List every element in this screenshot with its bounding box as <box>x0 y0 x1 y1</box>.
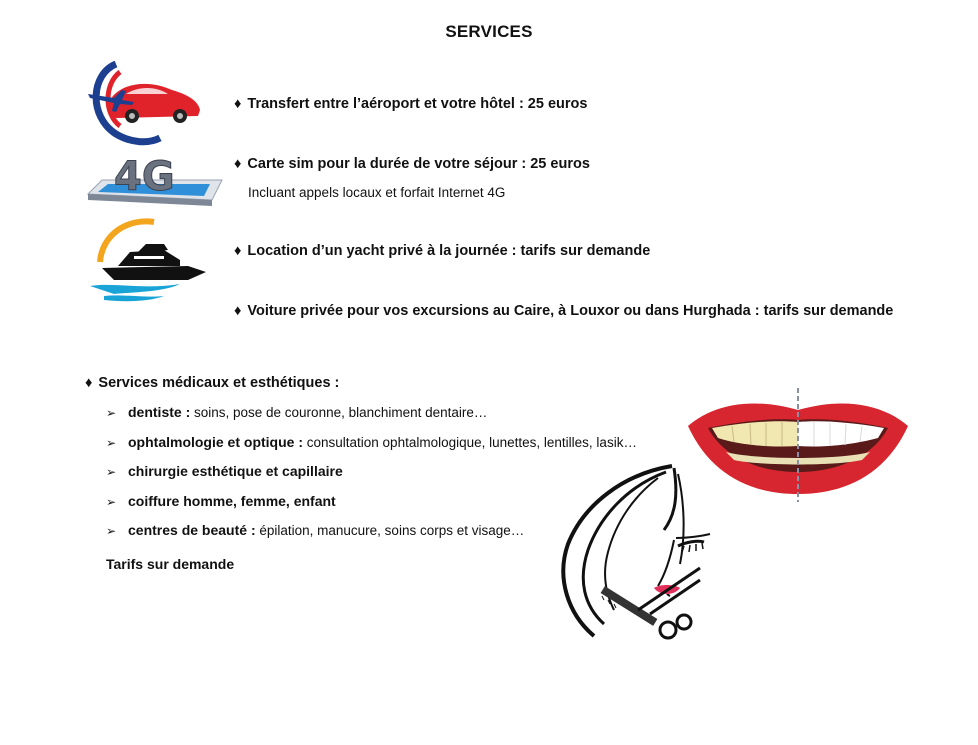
list-item: ➢ dentiste : soins, pose de couronne, blanchiment dentaire… <box>106 404 488 420</box>
yacht-icon <box>84 216 214 304</box>
service-yacht-rental: ♦ Location d’un yacht privé à la journée : tarifs sur demande <box>234 243 651 259</box>
beauty-face-icon <box>554 464 724 650</box>
svg-text:4G: 4G <box>114 154 175 200</box>
service-sim-note: Incluant appels locaux et forfait Internet 4G <box>248 185 506 200</box>
service-sim-card: ♦ Carte sim pour la durée de votre séjour : 25 euros <box>234 156 590 172</box>
medical-footer: Tarifs sur demande <box>106 556 235 572</box>
4g-phone-icon <box>84 150 224 212</box>
service-airport-transfer: ♦ Transfert entre l’aéroport et votre hôtel : 25 euros <box>234 96 588 112</box>
medical-heading: ♦ Services médicaux et esthétiques : <box>85 375 340 391</box>
list-item: ➢ coiffure homme, femme, enfant <box>106 493 336 509</box>
list-item: ➢ chirurgie esthétique et capillaire <box>106 463 343 479</box>
page-title: SERVICES <box>445 22 533 41</box>
car-airplane-icon <box>86 54 202 146</box>
service-private-car: ♦ Voiture privée pour vos excursions au Caire, à Louxor ou dans Hurghada : tarifs sur demande <box>234 303 894 319</box>
list-item: ➢ ophtalmologie et optique : consultation ophtalmologique, lunettes, lentilles, lasik… <box>106 434 637 450</box>
list-item: ➢ centres de beauté : épilation, manucure, soins corps et visage… <box>106 522 525 538</box>
